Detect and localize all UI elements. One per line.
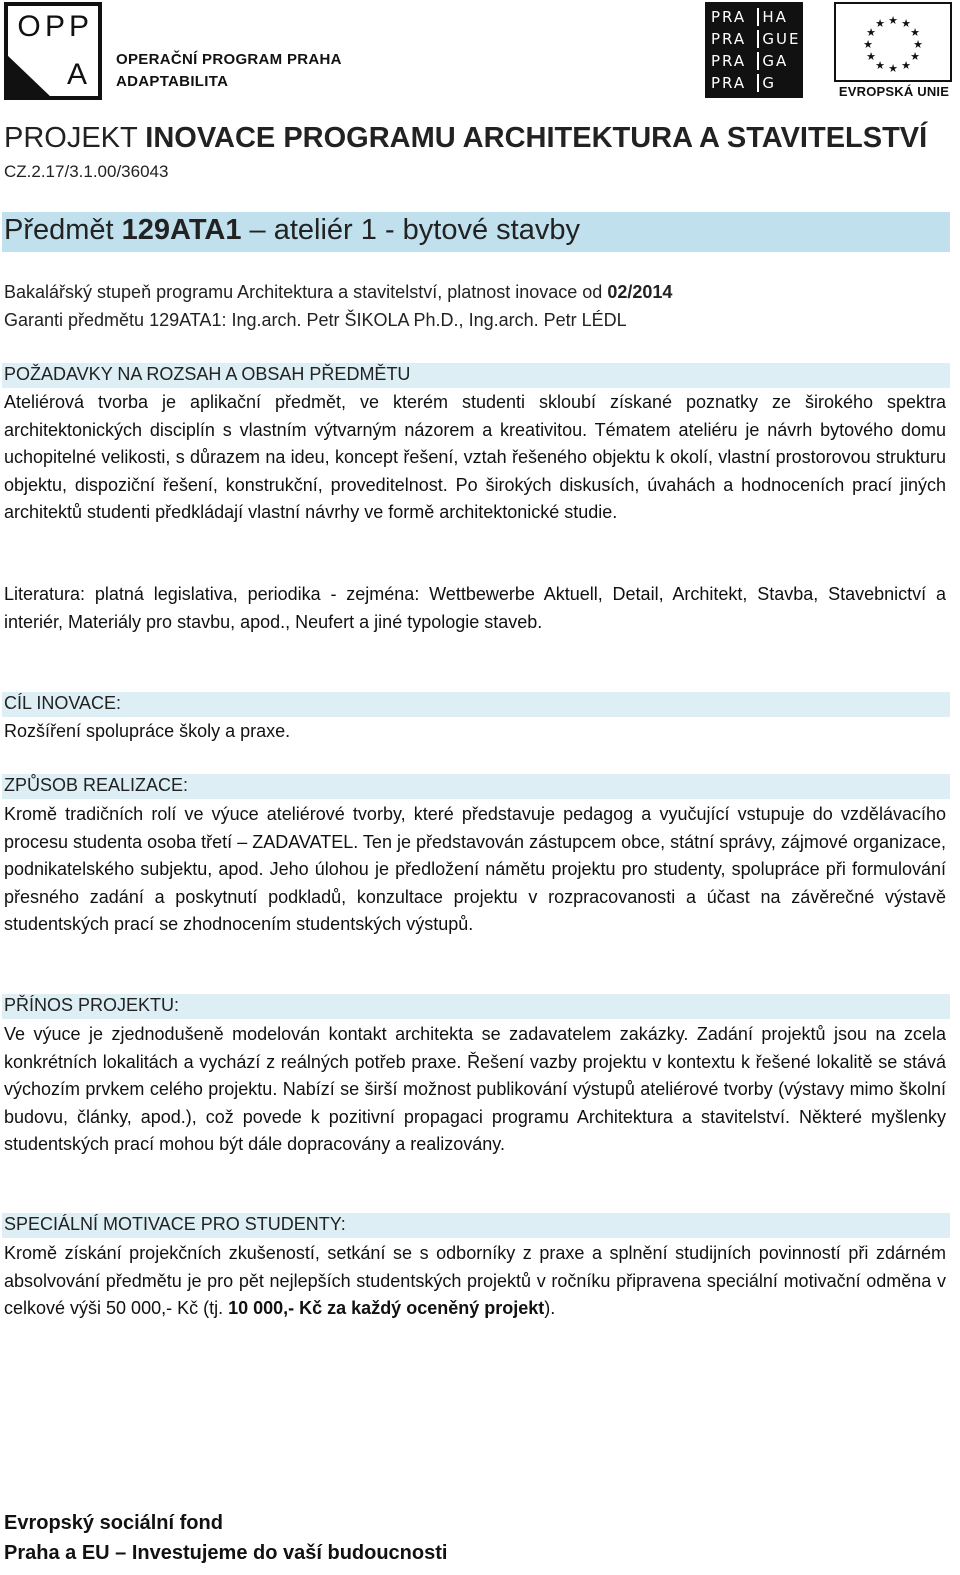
- footer-fund: Evropský sociální fond: [4, 1512, 223, 1534]
- opp-letter-a: A: [66, 58, 87, 91]
- svg-text:★: ★: [875, 17, 885, 30]
- svg-text:★: ★: [888, 62, 898, 75]
- section-heading-goal: CÍL INOVACE:: [4, 693, 122, 713]
- praha-row-left: PRA: [711, 30, 747, 48]
- section-text-goal: Rozšíření spolupráce školy a praxe.: [4, 721, 291, 741]
- motivation-award: 10 000,- Kč za každý oceněný projekt: [228, 1298, 545, 1318]
- praha-row-right: GA: [757, 52, 801, 70]
- praha-row-right: HA: [757, 8, 801, 26]
- praha-row: [711, 72, 801, 94]
- eu-flag-icon: [834, 2, 952, 82]
- svg-text:★: ★: [910, 26, 920, 39]
- project-prefix: PROJEKT: [4, 122, 146, 154]
- subject-suffix: – ateliér 1 - bytové stavby: [241, 214, 580, 246]
- project-title: [4, 122, 927, 155]
- footer-slogan: Praha a EU – Investujeme do vaší budoucnosti: [4, 1542, 448, 1564]
- opp-subtitle: ADAPTABILITA: [116, 73, 229, 90]
- svg-text:★: ★: [910, 50, 920, 63]
- section-heading-benefit: PŘÍNOS PROJEKTU:: [4, 995, 180, 1015]
- svg-text:★: ★: [866, 50, 876, 63]
- svg-text:★: ★: [901, 59, 911, 72]
- eu-stars-icon: [836, 4, 950, 80]
- section-text-requirements: Ateliérová tvorba je aplikační předmět, ve kterém studenti skloubí získané poznatky ze širokého spektra architektonických disciplín s vlastním výtvarným názorem a kreativitou. Tématem ateliéru je návrh bytového domu uchopitelné velikosti, s důrazem na ideu, koncept řešení, vztah řešeného objektu k okolí, vlastní prostorovou strukturu objektu, dispoziční řešení, konstrukční, proveditelnost. Po širokých diskusích, úvahách a hodnoceních prací jiných architektů studenti předkládají vlastní návrhy ve formě architektonické studie.: [4, 392, 946, 522]
- praha-row: [711, 6, 801, 28]
- section-text-motivation: [4, 1240, 946, 1323]
- eu-logo: [832, 2, 956, 100]
- section-text-realization: Kromě tradičních rolí ve výuce ateliérové tvorby, které představuje pedagog a vyučující vstupuje do vzdělávacího procesu studenta osoba třetí – ZADAVATEL. Ten je představován zástupcem obce, státní správy, zájmové organizace, podnikatelského subjektu, apod. Jeho úlohou je předložení námětu projektu pro studenty, spolupráce při formulování přesného zadání a poskytnutí podkladů, konzultace projektu v rozpracovanosti a účast na závěrečné výstavě studentských prací se zhodnocením studentských výstupů.: [4, 804, 946, 934]
- svg-text:★: ★: [875, 59, 885, 72]
- subject-prefix: Předmět: [4, 214, 122, 246]
- section-band: [2, 692, 950, 717]
- program-info-date: 02/2014: [607, 282, 673, 302]
- opp-letter-p1: P: [44, 10, 65, 43]
- motivation-text: Kromě získání projekčních zkušeností, setkání se s odborníky z praxe a splnění studijních povinností při zdárném absolvování předmětu je pro pět nejlepších studentských projektů v ročníku připravena speciální motivační odměna v celkové výši 50 000,- Kč (tj.: [4, 1243, 946, 1318]
- svg-text:★: ★: [863, 38, 873, 51]
- praha-row-left: PRA: [711, 74, 747, 92]
- subject-code: 129ATA1: [121, 214, 242, 246]
- project-code: CZ.2.17/3.1.00/36043: [4, 162, 169, 181]
- opp-logo: [4, 2, 344, 100]
- motivation-end: ).: [544, 1298, 556, 1318]
- praha-logo: [705, 2, 803, 98]
- project-name: INOVACE PROGRAMU ARCHITEKTURA A STAVITELSTVÍ: [145, 122, 928, 154]
- opp-title: OPERAČNÍ PROGRAM PRAHA: [116, 51, 342, 68]
- praha-row: [711, 50, 801, 72]
- praha-row-left: PRA: [711, 8, 747, 26]
- praha-row-right: G: [757, 74, 801, 92]
- svg-text:★: ★: [866, 26, 876, 39]
- svg-text:★: ★: [901, 17, 911, 30]
- opp-letter-p2: P: [68, 10, 89, 43]
- section-heading-realization: ZPŮSOB REALIZACE:: [4, 775, 189, 795]
- subject-title: [4, 214, 580, 247]
- svg-text:★: ★: [888, 14, 898, 27]
- praha-row-left: PRA: [711, 52, 747, 70]
- section-heading-motivation: SPECIÁLNÍ MOTIVACE PRO STUDENTY:: [4, 1214, 346, 1234]
- guarantors: Garanti předmětu 129ATA1: Ing.arch. Petr ŠIKOLA Ph.D., Ing.arch. Petr LÉDL: [4, 310, 627, 330]
- opp-letter-o: O: [17, 10, 41, 43]
- literature-text: Literatura: platná legislativa, periodika - zejména: Wettbewerbe Aktuell, Detail, Architekt, Stavba, Stavebnictví a interiér, Materiály pro stavbu, apod., Neufert a jiné typologie staveb.: [4, 584, 946, 632]
- section-text-benefit: Ve výuce je zjednodušeně modelován kontakt architekta se zadavatelem zakázky. Zadání projektů jsou na zcela konkrétních lokalitách a vychází z reálných potřeb praxe. Řešení vazby projektu v kontextu k řešené lokalitě se stává výchozím prvkem celého projektu. Nabízí se širší možnost publikování výstupů ateliérové tvorby (výstavy mimo školní budovu, články, apod.), což povede k pozitivní propagaci programu Architektura a stavitelství. Některé myšlenky studentských prací mohou být dále dopracovány a realizovány.: [4, 1024, 946, 1154]
- program-info-text: Bakalářský stupeň programu Architektura a stavitelství, platnost inovace od: [4, 282, 608, 302]
- praha-row-right: GUE: [757, 30, 801, 48]
- svg-text:★: ★: [913, 38, 923, 51]
- section-heading-requirements: POŽADAVKY NA ROZSAH A OBSAH PŘEDMĚTU: [4, 364, 411, 384]
- program-info: [4, 282, 672, 303]
- eu-caption: EVROPSKÁ UNIE: [838, 84, 950, 99]
- praha-row: [711, 28, 801, 50]
